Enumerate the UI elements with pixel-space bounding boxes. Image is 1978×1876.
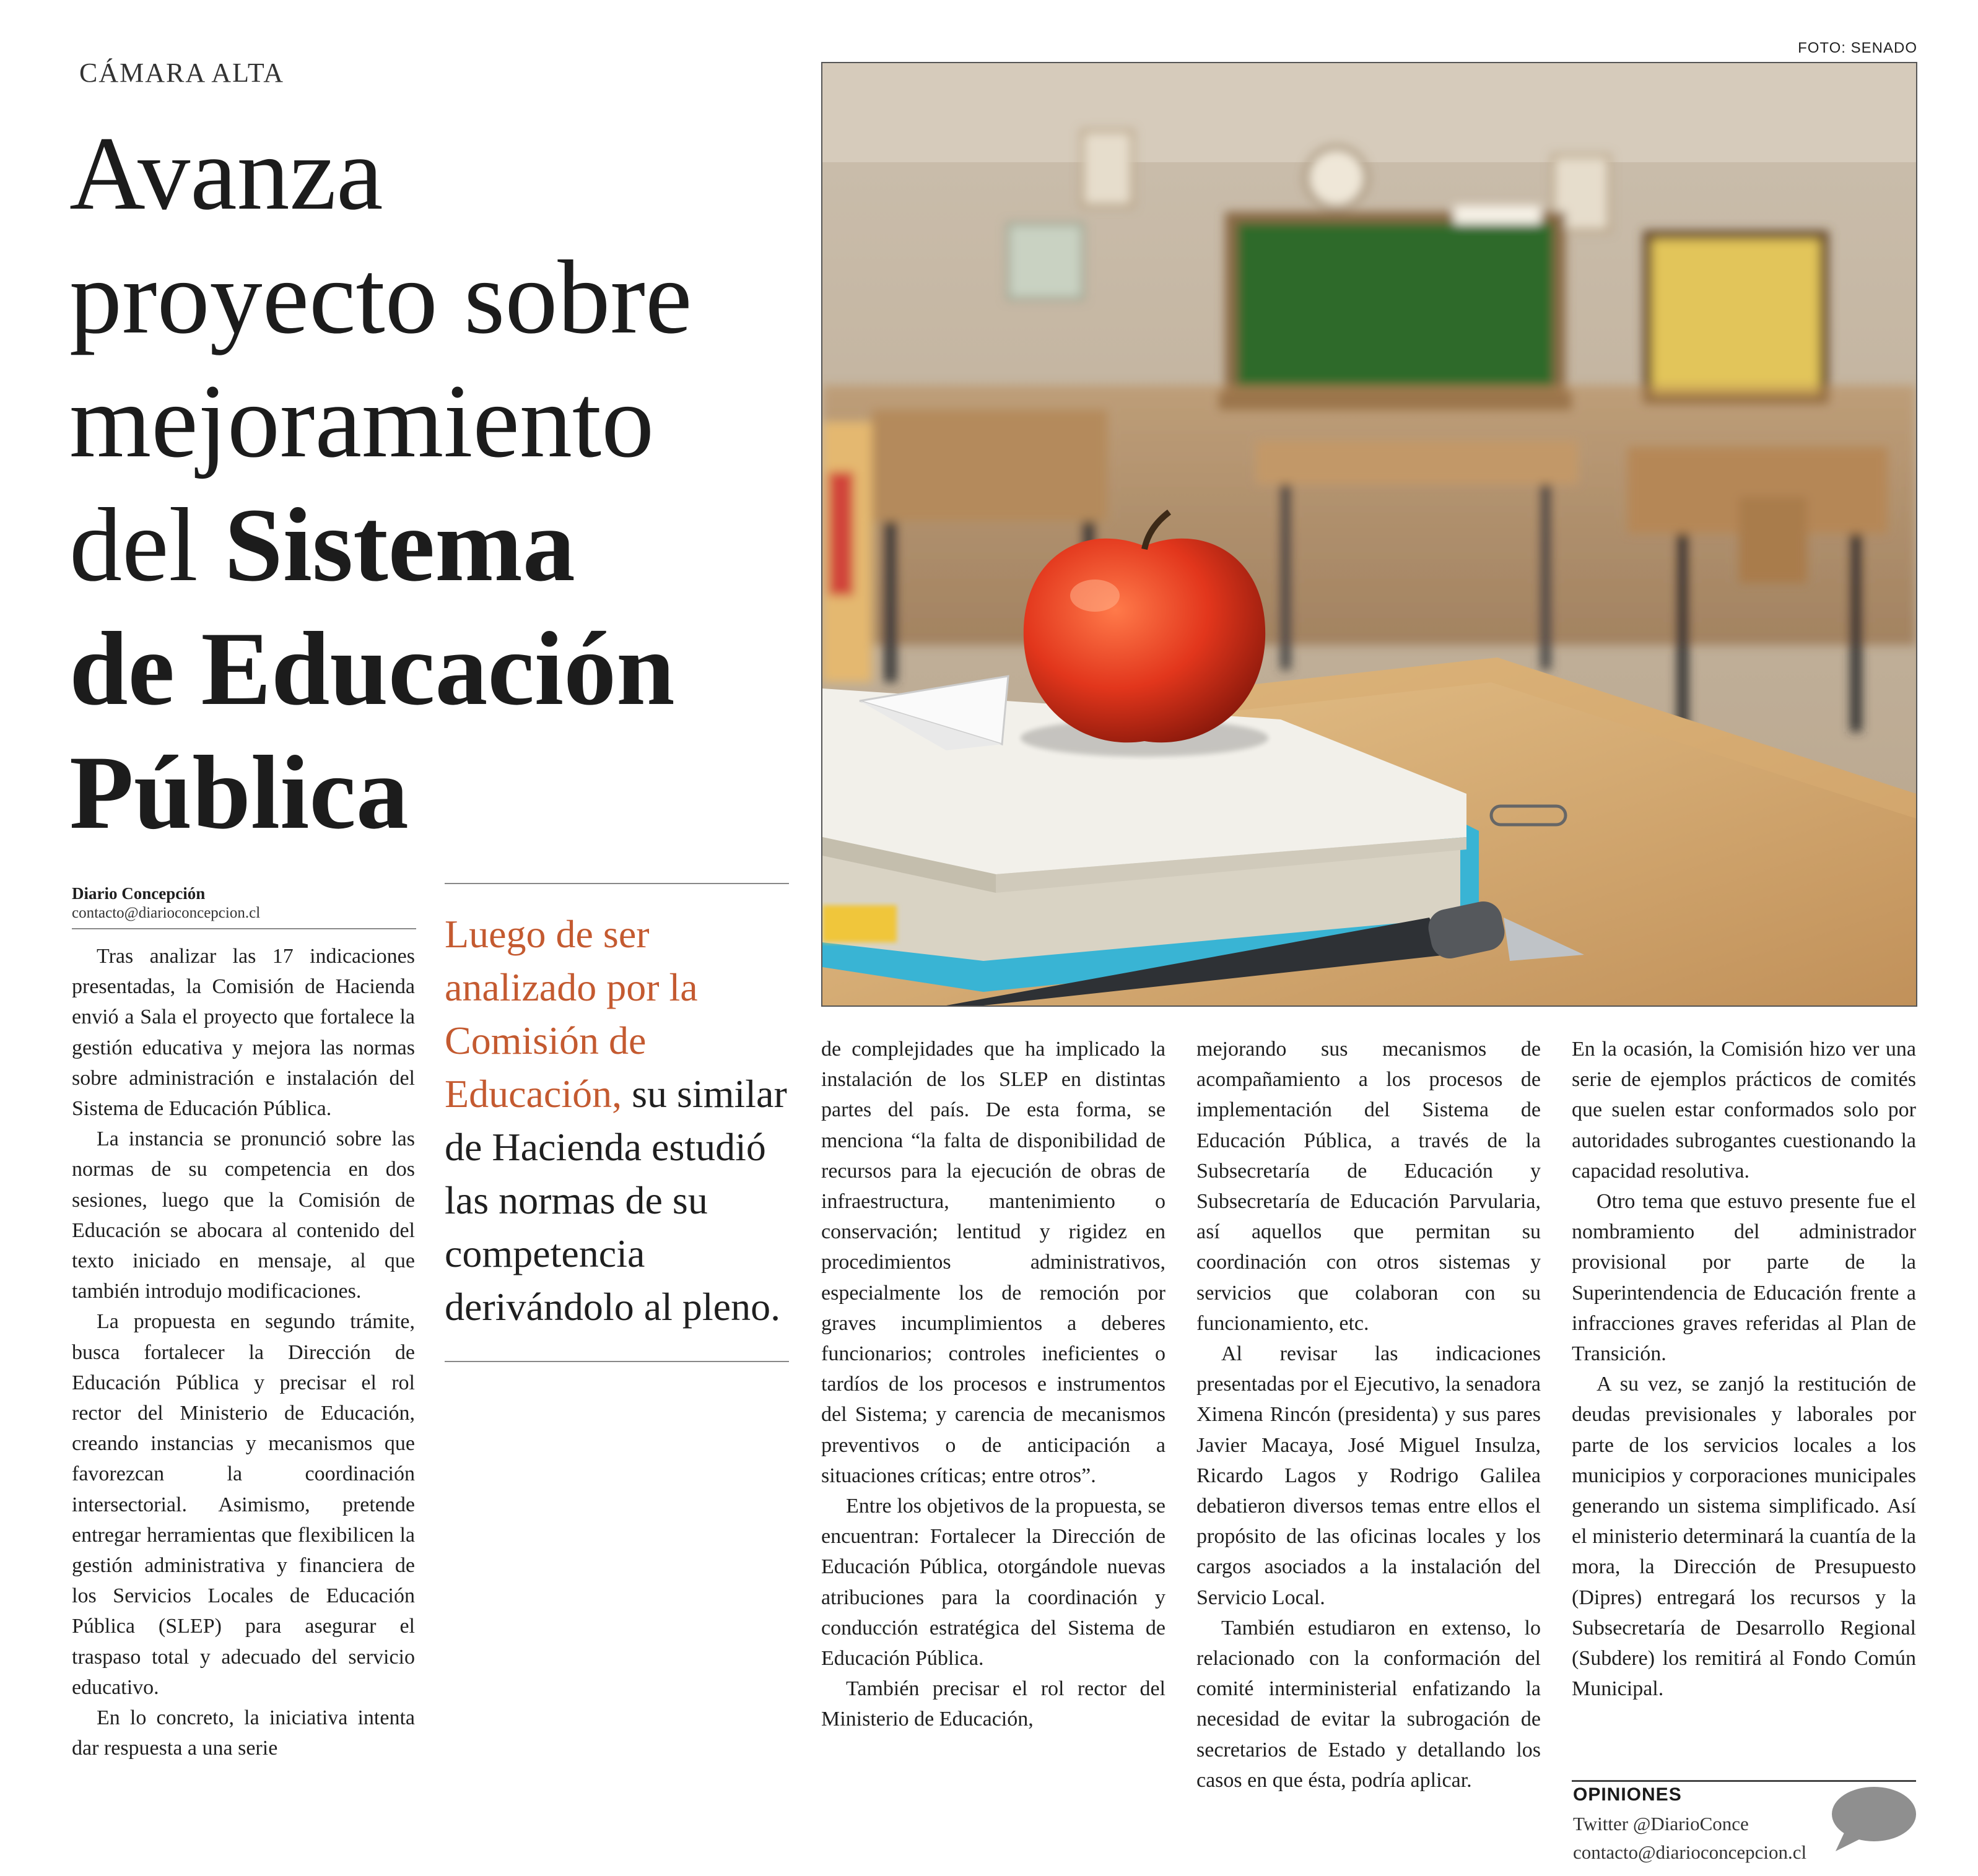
classroom-illustration: [822, 63, 1916, 1005]
col2-paragraph: También precisar el rol rector del Ministerio de Educación,: [821, 1677, 1165, 1731]
col1-paragraph: Tras analizar las 17 indicaciones presentadas, la Comisión de Hacienda envió a Sala el proyecto que fortalece la gestión educativa y mejora las normas sobre administración e instalación del Sistema de Educación Pública.: [72, 945, 415, 1121]
col2-paragraph: Entre los objetivos de la propuesta, se encuentran: Fortalecer la Dirección de Educación Pública, otorgándole nuevas atribuciones para la coordinación y conducción estratégica del Sistema de Educación Pública.: [821, 1495, 1165, 1670]
body-column-2: [821, 1034, 1165, 1735]
pull-quote-rest: su similar de Hacienda estudió las normas de su competencia derivándolo al pleno.: [445, 1072, 787, 1329]
headline: [69, 111, 788, 854]
headline-line-6: Pública: [69, 734, 409, 851]
body-column-1: [72, 941, 415, 1763]
headline-line-4-light: del: [69, 487, 198, 603]
pull-quote-accent: Luego de ser analizado por la Comisión de Educación,: [445, 912, 698, 1116]
headline-line-2: proyecto sobre: [69, 239, 692, 355]
headline-line-3: mejoramiento: [69, 363, 655, 479]
col4-paragraph: Otro tema que estuvo presente fue el nombramiento del administrador provisional por parte de la Superintendencia de Educación frente a infracciones graves referidas al Plan de Transición.: [1572, 1190, 1916, 1366]
pull-quote: [445, 883, 789, 1362]
col1-paragraph: La instancia se pronunció sobre las normas de su competencia en dos sesiones, luego que la Comisión de Educación se abocara al contenido del texto iniciado en mensaje, al que también introdujo modificaciones.: [72, 1127, 415, 1303]
col4-paragraph: En la ocasión, la Comisión hizo ver una serie de ejemplos prácticos de comités que suelen estar conformados solo por autoridades subrogantes cuestionando la capacidad resolutiva.: [1572, 1038, 1916, 1183]
headline-line-4-bold: Sistema: [224, 487, 575, 603]
col3-paragraph: Al revisar las indicaciones presentadas por el Ejecutivo, la senadora Ximena Rincón (presidenta) y sus pares Javier Macaya, José Miguel Insulza, Ricardo Lagos y Rodrigo Galilea debatieron diversos temas entre ellos el propósito de las oficinas locales y los cargos asociados a la instalación del Servicio Local.: [1196, 1342, 1541, 1609]
col3-paragraph: También estudiaron en extenso, lo relacionado con la conformación del comité interministerial enfatizando la necesidad de evitar la subrogación de secretarios de Estado y detallando los casos en que ésta, podría aplicar.: [1196, 1616, 1541, 1792]
opinions-twitter: Twitter @DiarioConce: [1573, 1813, 1749, 1835]
byline-email: contacto@diarioconcepcion.cl: [72, 905, 261, 921]
article-photo: [821, 62, 1917, 1007]
speech-bubble-icon: [1827, 1784, 1919, 1854]
headline-line-5: de Educación: [69, 610, 675, 727]
byline-name: Diario Concepción: [72, 884, 206, 903]
body-column-4: [1572, 1034, 1916, 1704]
col2-paragraph: de complejidades que ha implicado la instalación de los SLEP en distintas partes del país. De esta forma, se menciona “la falta de disponibilidad de recursos para la ejecución de obras de infraestructura, mantenimiento o conservación; lentitud y rigidez en procedimientos administrativos, especialmente los de remoción por graves incumplimientos a deberes funcionarios; controles ineficientes o tardíos de los procesos e instrumentos del Sistema; y carencia de mecanismos preventivos o de anticipación a situaciones críticas; entre otros”.: [821, 1038, 1165, 1487]
opinions-email: contacto@diarioconcepcion.cl: [1573, 1841, 1807, 1863]
headline-line-1: Avanza: [69, 115, 383, 232]
headline-line-4: [69, 483, 788, 607]
opinions-label: OPINIONES: [1573, 1784, 1682, 1805]
col1-paragraph: En lo concreto, la iniciativa intenta dar respuesta a una serie: [72, 1706, 415, 1760]
col1-paragraph: La propuesta en segundo trámite, busca fortalecer la Dirección de Educación Pública y precisar el rol rector del Ministerio de Educación, creando instancias y mecanismos que favorezcan la coordinación intersectorial. Asimismo, pretende entregar herramientas que flexibilicen la gestión administrativa y financiera de los Servicios Locales de Educación Pública (SLEP) para asegurar el traspaso total y adecuado del servicio educativo.: [72, 1310, 415, 1699]
section-label: CÁMARA ALTA: [79, 58, 285, 88]
opinions-divider: [1572, 1780, 1916, 1782]
col4-paragraph: A su vez, se zanjó la restitución de deudas previsionales y laborales por parte de los servicios locales a los municipios y corporaciones municipales generando un sistema simplificado. Así el ministerio determinará la cuantía de la mora, la Dirección de Presupuesto (Dipres) entregará los recursos y la Subsecretaría de Desarrollo Regional (Subdere) los remitirá al Fondo Común Municipal.: [1572, 1373, 1916, 1701]
byline: [72, 884, 416, 929]
body-column-3: [1196, 1034, 1541, 1796]
photo-credit: FOTO: SENADO: [1798, 40, 1917, 56]
col3-paragraph: mejorando sus mecanismos de acompañamiento a los procesos de implementación del Sistema de Educación Pública, a través de la Subsecretaría de Educación y Subsecretaría de Educación Parvularia, así aquellos que permitan su coordinación con otros sistemas y servicios que colaboran con su funcionamiento, etc.: [1196, 1038, 1541, 1335]
pull-quote-text: [445, 908, 789, 1334]
